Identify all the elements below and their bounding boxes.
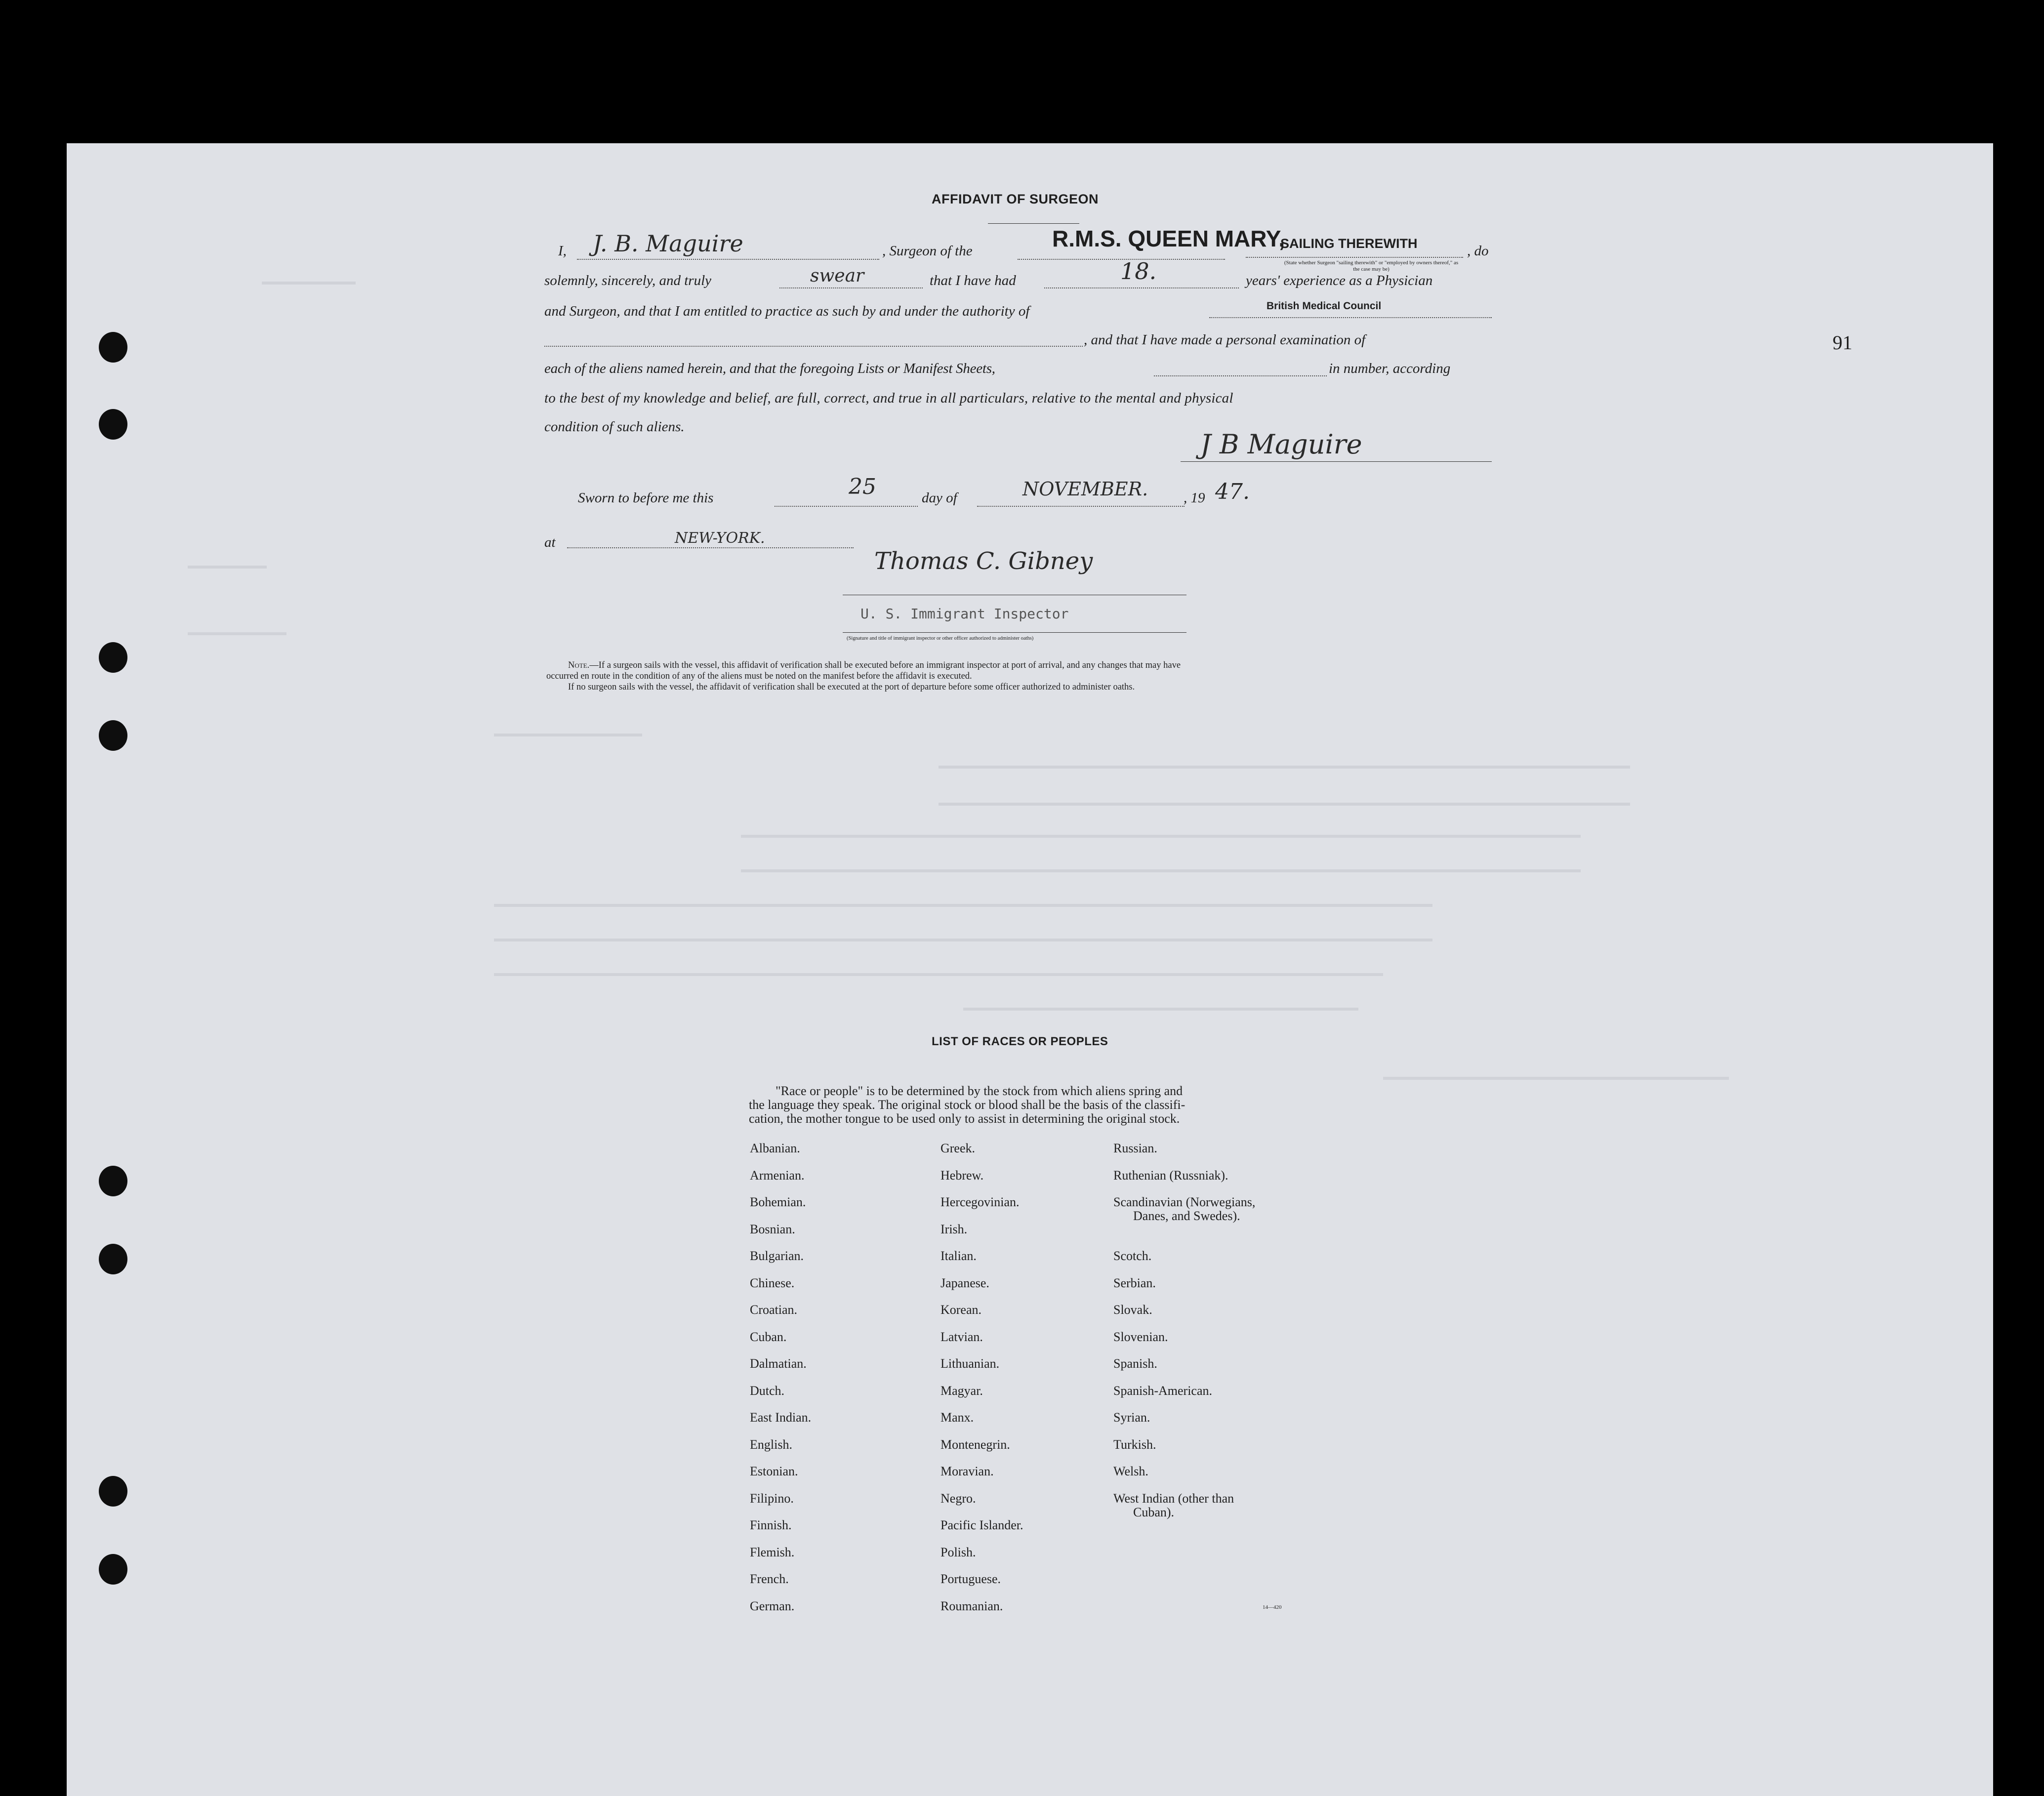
ship-name: R.M.S. QUEEN MARY, xyxy=(1052,226,1285,251)
race-item: Magyar. xyxy=(940,1383,983,1398)
race-item: Manx. xyxy=(940,1410,974,1425)
line6-text: to the best of my knowledge and belief, are full, correct, and true in all particulars, relative to the mental and physical xyxy=(544,390,1233,406)
race-item: Lithuanian. xyxy=(940,1356,1000,1371)
sworn-place-line xyxy=(567,547,854,548)
page-number: 91 xyxy=(1833,331,1852,354)
binder-hole xyxy=(99,409,127,440)
years-line xyxy=(1044,287,1239,288)
race-item: East Indian. xyxy=(750,1410,812,1425)
sailing-status: SAILING THEREWITH xyxy=(1280,236,1418,251)
race-item: Welsh. xyxy=(1113,1464,1148,1478)
race-item: Slovak. xyxy=(1113,1303,1152,1317)
race-item: Montenegrin. xyxy=(940,1437,1010,1452)
sailing-status-line xyxy=(1246,257,1463,258)
sworn-month: NOVEMBER. xyxy=(1022,478,1148,500)
years-experience: 18. xyxy=(1120,258,1157,285)
oath-line xyxy=(779,287,923,288)
race-item: Syrian. xyxy=(1113,1410,1150,1425)
surgeon-signature: J B Maguire xyxy=(1200,429,1362,460)
race-item: Spanish-American. xyxy=(1113,1383,1213,1398)
race-item: Armenian. xyxy=(750,1168,805,1183)
race-item: Moravian. xyxy=(940,1464,994,1478)
binder-hole xyxy=(99,642,127,673)
line5-end: in number, according xyxy=(1329,361,1451,376)
title-underline xyxy=(988,223,1079,224)
race-item: Bulgarian. xyxy=(750,1249,804,1263)
line3-text: and Surgeon, and that I am entitled to practice as such by and under the authority of xyxy=(544,303,1030,319)
signature-caption: (Signature and title of immigrant inspector or other officer authorized to administer oaths) xyxy=(847,636,1034,641)
race-item: Spanish. xyxy=(1113,1356,1157,1371)
sailing-instruction: (State whether Surgeon "sailing therewith" or "employed by owners thereof," as the case may be) xyxy=(1284,260,1459,272)
line2-mid: that I have had xyxy=(930,273,1016,288)
form-number: 14—420 xyxy=(1263,1604,1282,1610)
race-item: Estonian. xyxy=(750,1464,798,1478)
race-item: Latvian. xyxy=(940,1329,983,1344)
race-item: Ruthenian (Russniak). xyxy=(1113,1168,1228,1183)
bleed-through-mark xyxy=(494,734,642,736)
binder-hole xyxy=(99,1244,127,1274)
line4-end: , and that I have made a personal examination of xyxy=(1084,332,1366,348)
inspector-signature: Thomas C. Gibney xyxy=(874,547,1093,575)
sworn-mid: day of xyxy=(922,490,957,506)
line1-mid: , Surgeon of the xyxy=(882,243,973,259)
line2-end: years' experience as a Physician xyxy=(1246,273,1433,288)
licensing-authority: British Medical Council xyxy=(1267,300,1382,312)
binder-hole xyxy=(99,1476,127,1507)
race-item: German. xyxy=(750,1598,795,1613)
sworn-start: Sworn to before me this xyxy=(578,490,714,506)
race-item: Roumanian. xyxy=(940,1598,1003,1613)
race-item: Turkish. xyxy=(1113,1437,1156,1452)
race-item: French. xyxy=(750,1572,789,1586)
race-item: Croatian. xyxy=(750,1303,798,1317)
race-item: Bohemian. xyxy=(750,1195,806,1209)
sworn-day-line xyxy=(775,506,918,507)
race-item: Irish. xyxy=(940,1222,968,1236)
oath-word: swear xyxy=(810,266,864,286)
sworn-year: 47. xyxy=(1215,479,1250,504)
race-item: West Indian (other than xyxy=(1113,1491,1234,1506)
sworn-day: 25 xyxy=(849,474,876,499)
race-item: Portuguese. xyxy=(940,1572,1001,1586)
sheets-count-line xyxy=(1154,375,1327,376)
races-title: LIST OF RACES OR PEOPLES xyxy=(932,1035,1108,1048)
surgeon-signature-line xyxy=(1181,461,1492,462)
race-item: Korean. xyxy=(940,1303,982,1317)
binder-hole xyxy=(99,720,127,751)
bleed-through-mark xyxy=(939,803,1630,806)
binder-hole xyxy=(99,332,127,363)
race-item: English. xyxy=(750,1437,792,1452)
note-line-2: occurred en route in the condition of any of the aliens must be noted on the manifest before the affidavit is executed. xyxy=(546,671,972,681)
race-item: Italian. xyxy=(940,1249,977,1263)
race-item: Slovenian. xyxy=(1113,1329,1168,1344)
inspector-title: U. S. Immigrant Inspector xyxy=(860,606,1069,622)
bleed-through-mark xyxy=(741,869,1581,872)
line5-start: each of the aliens named herein, and that the foregoing Lists or Manifest Sheets, xyxy=(544,361,995,376)
race-item: Cuban. xyxy=(750,1329,787,1344)
inspector-title-line xyxy=(843,632,1186,633)
bleed-through-mark xyxy=(494,973,1383,976)
sworn-place: NEW-YORK. xyxy=(675,530,765,547)
race-item: Finnish. xyxy=(750,1518,792,1532)
race-item: Serbian. xyxy=(1113,1275,1156,1290)
bleed-through-mark xyxy=(939,766,1630,769)
race-item: Dalmatian. xyxy=(750,1356,807,1371)
race-item: Pacific Islander. xyxy=(940,1518,1023,1532)
at-label: at xyxy=(544,534,556,550)
races-intro-3: cation, the mother tongue to be used only to assist in determining the original stock. xyxy=(749,1111,1180,1126)
race-item: Albanian. xyxy=(750,1141,800,1155)
bleed-through-mark xyxy=(262,282,356,285)
race-item: Bosnian. xyxy=(750,1222,795,1236)
race-item: Flemish. xyxy=(750,1545,795,1559)
line1-prefix: I, xyxy=(558,243,567,259)
bleed-through-mark xyxy=(188,566,267,569)
note-line-3: If no surgeon sails with the vessel, the affidavit of verification shall be executed at the port of departure before some officer authorized to administer oaths. xyxy=(568,682,1135,692)
race-item: Filipino. xyxy=(750,1491,794,1506)
bleed-through-mark xyxy=(963,1008,1358,1011)
races-intro-2: the language they speak. The original stock or blood shall be the basis of the classifi- xyxy=(749,1098,1186,1112)
binder-hole xyxy=(99,1554,127,1585)
note-lead: Note. xyxy=(568,660,590,670)
affidavit-title: AFFIDAVIT OF SURGEON xyxy=(932,192,1099,206)
race-item: Chinese. xyxy=(750,1275,795,1290)
race-item: Scotch. xyxy=(1113,1249,1152,1263)
race-item: Hercegovinian. xyxy=(940,1195,1020,1209)
surgeon-name: J. B. Maguire xyxy=(593,230,743,257)
races-intro-1: "Race or people" is to be determined by the stock from which aliens spring and xyxy=(776,1084,1183,1098)
race-item: Hebrew. xyxy=(940,1168,984,1183)
authority-line xyxy=(1209,317,1492,318)
race-item: Japanese. xyxy=(940,1275,989,1290)
race-item: Dutch. xyxy=(750,1383,785,1398)
bleed-through-mark xyxy=(1383,1077,1729,1080)
sworn-month-line xyxy=(977,506,1185,507)
note-line-1 xyxy=(568,660,1181,671)
line7-text: condition of such aliens. xyxy=(544,419,685,435)
race-item: Polish. xyxy=(940,1545,976,1559)
line1-end: , do xyxy=(1467,243,1489,259)
bleed-through-mark xyxy=(741,835,1581,838)
note-text-1: —If a surgeon sails with the vessel, this affidavit of verification shall be executed before an immigrant inspector at port of arrival, and any changes that may have xyxy=(589,660,1181,670)
race-item: Danes, and Swedes). xyxy=(1133,1209,1240,1223)
sworn-year-prefix: , 19 xyxy=(1184,490,1205,506)
race-item: Russian. xyxy=(1113,1141,1157,1155)
authority-continuation-line xyxy=(544,346,1083,347)
bleed-through-mark xyxy=(494,904,1432,907)
race-item: Greek. xyxy=(940,1141,976,1155)
binder-hole xyxy=(99,1166,127,1196)
race-item: Negro. xyxy=(940,1491,976,1506)
surgeon-name-line xyxy=(577,259,879,260)
race-item: Cuban). xyxy=(1133,1505,1175,1519)
bleed-through-mark xyxy=(188,632,286,635)
bleed-through-mark xyxy=(494,939,1432,941)
race-item: Scandinavian (Norwegians, xyxy=(1113,1195,1256,1209)
line2-start: solemnly, sincerely, and truly xyxy=(544,273,712,288)
